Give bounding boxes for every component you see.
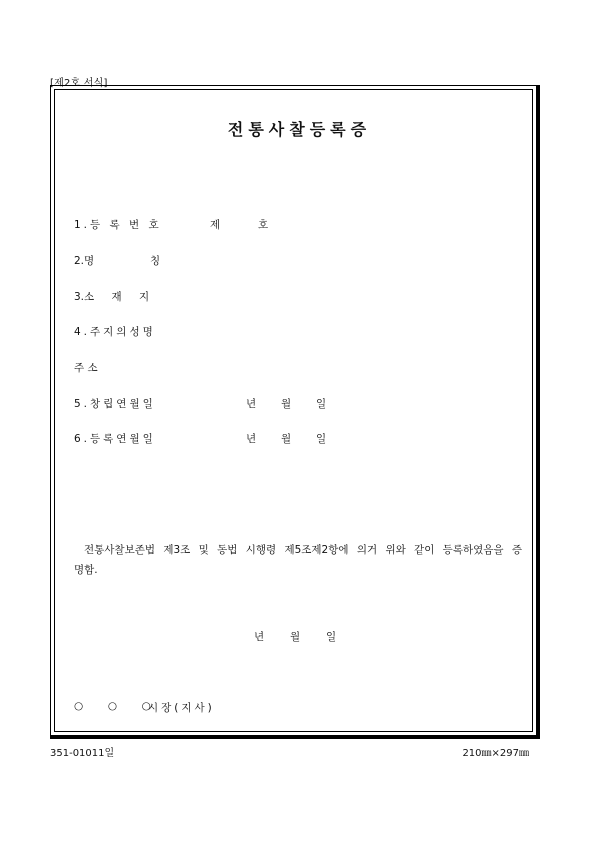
date-year: 년 [246, 433, 257, 445]
date-day: 일 [316, 433, 327, 445]
date-day: 일 [316, 398, 327, 410]
field-unit: 제 [210, 219, 221, 231]
date-year: 년 [254, 631, 265, 643]
statement-line: 전통사찰보존법 제3조 및 동법 시행령 제5조제2항에 의거 위와 같이 등록하였음을 증 [84, 544, 522, 556]
certificate-title: 전통사찰등록증 [227, 120, 372, 139]
issuer-placeholder: ○ ○ ○ [74, 700, 157, 712]
field-label: 2.명 [74, 255, 95, 267]
date-year: 년 [246, 398, 257, 410]
date-month: 월 [281, 398, 292, 410]
field-unit: 호 [258, 219, 269, 231]
field-label: 5.창립연월일 [74, 398, 156, 410]
certification-statement [74, 540, 522, 580]
date-day: 일 [326, 631, 337, 643]
field-label: 1.등 록 번 호 [74, 219, 162, 231]
paper-size: 210㎜×297㎜ [462, 748, 529, 759]
date-month: 월 [281, 433, 292, 445]
statement-line: 명함. [74, 564, 98, 576]
field-label: 4.주지의성명 [74, 326, 156, 338]
field-label: 3.소 재 지 [74, 291, 150, 303]
field-label: 칭 [150, 255, 161, 267]
date-month: 월 [290, 631, 301, 643]
issuer-title: 시장(지사) [148, 702, 215, 714]
form-number-label: [제2호 서식] [50, 78, 108, 89]
form-code: 351-01011일 [50, 748, 115, 759]
field-label: 주 소 [74, 362, 98, 374]
field-label: 6.등록연월일 [74, 433, 156, 445]
